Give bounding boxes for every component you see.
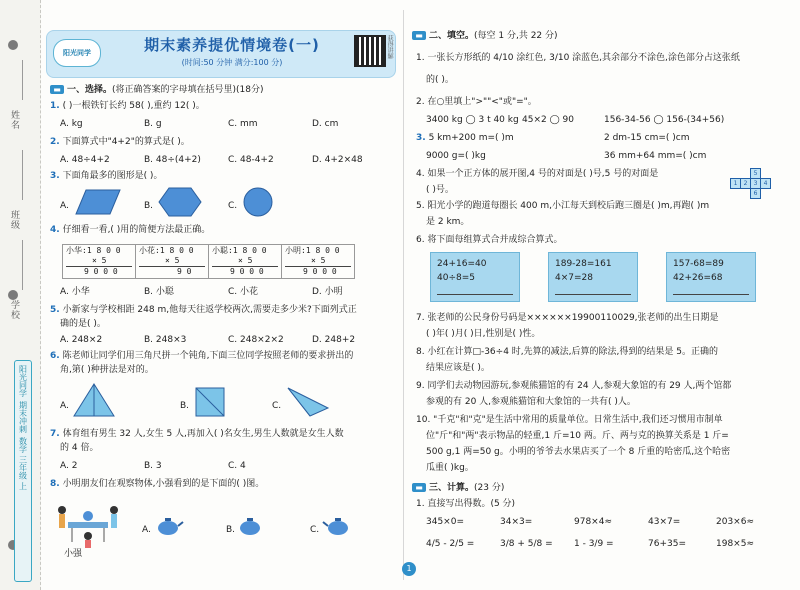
calc-multiplier: × 5 (238, 256, 253, 265)
question-text: 下面算式中"4+2"的算式是( )。 (62, 137, 190, 147)
fill-question-8: 8. 小红在计算□-36÷4 时,先算的减法,后算的除法,得到的结果是 5。正确的 (416, 347, 718, 357)
fill-question-4-cont: ( )号。 (426, 185, 454, 195)
question-number: 6. (50, 351, 60, 361)
fill-question-7: 7. 张老师的公民身份号码是××××××19900110029,张老师的出生日期是 (416, 313, 719, 323)
question-text: ( )一根铁钉长约 58( ),重约 12( )。 (62, 101, 205, 111)
brand-strip (14, 360, 32, 582)
name-label: 姓名 (9, 110, 19, 130)
fill-question-4: 4. 如果一个正方体的展开图,4 号的对面是( )号,5 号的对面是 (416, 169, 659, 179)
section-icon: ▬ (412, 31, 426, 40)
combine-box (548, 252, 638, 302)
brand-text: 阳光同学 (18, 365, 28, 397)
calc-operand: 1 8 0 0 (305, 246, 340, 255)
calc-name: 小明: (285, 246, 306, 255)
fill-question-10: 10. "千克"和"克"是生活中常用的质量单位。日常生活中,我们还习惯用市制单 (416, 415, 723, 425)
calc-cell (136, 245, 209, 279)
child-caption: 小强 (64, 549, 83, 559)
qr-label: 获得讲解 (386, 35, 394, 59)
header-banner (46, 30, 396, 78)
question-number: 5. (50, 305, 60, 315)
calc-cell (209, 245, 282, 279)
brand-text: 期末冲刺 (18, 401, 28, 433)
combine-box (666, 252, 756, 302)
option-c[interactable]: C. 小花 (228, 287, 259, 297)
section-title-text: 二、填空。 (429, 31, 475, 41)
calc-result: 9 0 0 0 (230, 267, 264, 276)
teapot-front-icon (238, 516, 262, 536)
option-a[interactable]: A. (60, 401, 69, 411)
fill-question-1: 1. 一张长方形纸的 4/10 涂红色, 3/10 涂蓝色,其余部分不涂色,涂色部分占这张纸 (416, 53, 740, 63)
compare-item[interactable]: 45×2 ◯ 90 (522, 115, 574, 125)
circle-icon (242, 186, 274, 218)
option-a[interactable]: A. 小华 (60, 287, 90, 297)
question-text: 小新家与学校相距 248 m,他每天往返学校两次,需要走多少米?下面列式正 (62, 305, 357, 315)
section-icon: ▬ (50, 85, 64, 94)
calc-table (62, 244, 355, 279)
question-text: 小明朋友们在观察物体,小强看到的是下面的( )图。 (62, 479, 265, 489)
calc-item[interactable]: 203×6≈ (716, 517, 754, 527)
cube-face: 6 (750, 188, 761, 199)
option-d[interactable]: D. 小明 (312, 287, 343, 297)
question-text: 体育组有男生 32 人,女生 5 人,再加入( )名女生,男生人数就是女生人数 (62, 429, 344, 439)
column-divider (403, 10, 404, 580)
question-number: 3. (416, 133, 426, 143)
option-b[interactable]: B. 248×3 (144, 335, 187, 345)
calc-name: 小花: (139, 246, 160, 255)
calc-item[interactable]: 978×4≈ (574, 517, 612, 527)
section-note: (将正确答案的字母填在括号里)(18分) (112, 85, 264, 95)
calc-item[interactable]: 4/5 - 2/5 = (426, 539, 475, 549)
box-line-a: 189-28=161 (555, 259, 612, 269)
box-line-b: 40÷8=5 (437, 273, 475, 284)
cube-face: 5 (750, 168, 761, 179)
option-a[interactable]: A. (60, 201, 69, 211)
fill-question-7-cont: ( )年( )月( )日,性别是( )性。 (426, 329, 541, 339)
calc-item[interactable]: 34×3= (500, 517, 533, 527)
option-d[interactable]: D. 4+2×48 (312, 155, 363, 165)
calc-cell (282, 245, 355, 279)
fill-question-1-cont: 的( )。 (426, 75, 454, 85)
option-c[interactable]: C. 4 (228, 461, 246, 471)
option-c[interactable]: C. (228, 201, 238, 211)
section-note: (每空 1 分,共 22 分) (474, 31, 558, 41)
section-note: (23 分) (474, 483, 505, 493)
compare-item[interactable]: 3400 kg ◯ 3 t 40 kg (426, 115, 519, 125)
section-fill-title (412, 30, 558, 42)
question-text: 仔细看一看,( )用的简便方法最正确。 (62, 225, 211, 235)
question-5 (50, 304, 357, 316)
page-title: 期末素养提优情境卷(一) (144, 36, 320, 54)
teapot-other-side-icon (322, 516, 352, 536)
option-b[interactable]: B. 3 (144, 461, 162, 471)
option-c[interactable]: C. (272, 401, 282, 411)
option-b[interactable]: B. 小聪 (144, 287, 174, 297)
square-ruler-icon (194, 386, 226, 418)
triangle-ruler-icon (72, 382, 116, 418)
question-4 (50, 224, 210, 236)
cube-face: 4 (760, 178, 771, 189)
calc-cell (63, 245, 136, 279)
question-5-cont: 确的是( )。 (60, 319, 106, 329)
fill-question-6: 6. 将下面每组算式合并成综合算式。 (416, 235, 563, 245)
calc-item[interactable]: 76+35= (648, 539, 686, 549)
brand-text: 数学 三年级 上 (18, 437, 28, 491)
left-column (46, 0, 394, 590)
logo: 阳光同学 (53, 39, 101, 67)
unit-item[interactable]: 2 dm-15 cm=( )cm (604, 133, 690, 143)
answer-line[interactable] (437, 294, 513, 295)
question-2 (50, 136, 190, 148)
question-number: 3. (50, 171, 60, 181)
calc-item[interactable]: 198×5≈ (716, 539, 754, 549)
question-6-cont: 角,第( )种拼法是对的。 (60, 365, 154, 375)
children-observing-icon (54, 496, 122, 548)
section-title-text: 一、选择。 (67, 85, 113, 95)
option-c[interactable]: C. 48-4+2 (228, 155, 274, 165)
section-title-text: 三、计算。 (429, 483, 475, 493)
calc-name: 小聪: (212, 246, 233, 255)
name-line (22, 60, 23, 100)
hexagon-icon (158, 186, 202, 218)
option-b[interactable]: B. g (144, 119, 162, 129)
option-b[interactable]: B. (144, 201, 154, 211)
compare-item[interactable]: 156-34-56 ◯ 156-(34+56) (604, 115, 725, 125)
question-7-cont: 的 4 倍。 (60, 443, 99, 453)
question-number: 4. (50, 225, 60, 235)
cube-face: 1 (730, 178, 741, 189)
calc-multiplier: × 5 (311, 256, 326, 265)
answer-line[interactable] (673, 294, 749, 295)
school-label: 学校 (9, 300, 19, 320)
section-icon: ▬ (412, 483, 426, 492)
fill-question-8-cont: 结果应该是( )。 (426, 363, 490, 373)
option-d[interactable]: D. 248+2 (312, 335, 356, 345)
unit-text: 5 km+200 m=( )m (428, 133, 514, 143)
binding-hole (8, 290, 18, 300)
calc-item[interactable]: 1 - 3/9 = (574, 539, 614, 549)
option-a[interactable]: A. 248×2 (60, 335, 103, 345)
box-line-a: 157-68=89 (673, 259, 724, 269)
calc-result: 9 0 0 0 (84, 267, 118, 276)
unit-item[interactable] (416, 132, 514, 144)
obtuse-ruler-icon (286, 386, 330, 418)
question-number: 7. (50, 429, 60, 439)
question-3 (50, 170, 162, 182)
binding-strip (0, 0, 41, 590)
fill-question-5-cont: 是 2 km。 (426, 217, 470, 227)
fill-question-10-cont: 500 g,1 两=50 g。小明的爷爷去水果店买了一个 8 斤重的哈密瓜,这个哈密 (426, 447, 731, 457)
question-number: 8. (50, 479, 60, 489)
cube-face: 2 (740, 178, 751, 189)
right-column (412, 0, 784, 590)
unit-item[interactable]: 36 mm+64 mm=( )cm (604, 151, 707, 161)
teapot-side-icon (154, 516, 184, 536)
calc-sub-1: 1. 直接写出得数。(5 分) (416, 499, 516, 509)
cube-face: 3 (750, 178, 761, 189)
question-8 (50, 478, 264, 490)
calc-operand: 1 8 0 0 (232, 246, 267, 255)
calc-operand: 1 8 0 0 (159, 246, 194, 255)
page-number: 1 (402, 562, 416, 576)
question-number: 1. (50, 101, 60, 111)
calc-multiplier: × 5 (165, 256, 180, 265)
calc-item[interactable]: 345×0= (426, 517, 464, 527)
section-calc-title (412, 482, 504, 494)
combine-box (430, 252, 520, 302)
calc-result: 9 0 (177, 267, 192, 276)
section-choice-title (50, 84, 264, 96)
question-6 (50, 350, 353, 362)
binding-hole (8, 40, 18, 50)
fill-question-10-cont: 位"斤"和"两"表示物品的轻重,1 斤=10 两。斤、两与克的换算关系是 1 斤= (426, 431, 729, 441)
calc-item[interactable]: 3/8 + 5/8 = (500, 539, 553, 549)
calc-multiplier: × 5 (92, 256, 107, 265)
question-text: 陈老师让同学们用三角尺拼一个钝角,下面三位同学按照老师的要求拼出的 (62, 351, 354, 361)
answer-line[interactable] (555, 294, 631, 295)
calc-item[interactable]: 43×7= (648, 517, 681, 527)
option-d[interactable]: D. cm (312, 119, 339, 129)
option-a[interactable]: A. kg (60, 119, 83, 129)
option-b[interactable]: B. (180, 401, 190, 411)
option-a[interactable]: A. (142, 525, 151, 535)
box-line-b: 4×7=28 (555, 273, 593, 284)
option-c[interactable]: C. (310, 525, 320, 535)
unit-item[interactable]: 9000 g=( )kg (426, 151, 486, 161)
calc-result: 9 0 0 0 (303, 267, 337, 276)
fill-question-10-cont: 瓜重( )kg。 (426, 463, 474, 473)
class-line (22, 150, 23, 200)
fill-question-5: 5. 阳光小学的跑道每圈长 400 m,小江每天到校后跑三圈是( )m,再跑( )m (416, 201, 710, 211)
option-b[interactable]: B. (226, 525, 236, 535)
box-line-b: 42+26=68 (673, 273, 723, 284)
calc-name: 小华: (66, 246, 87, 255)
option-c[interactable]: C. 248×2×2 (228, 335, 284, 345)
question-text: 下面角最多的图形是( )。 (62, 171, 163, 181)
question-number: 2. (50, 137, 60, 147)
fill-question-9-cont: 参观的有 20 人,参观熊猫馆和大象馆的一共有( )人。 (426, 397, 636, 407)
calc-operand: 1 8 0 0 (86, 246, 121, 255)
parallelogram-icon (74, 188, 122, 216)
school-line (22, 240, 23, 290)
page-subtitle: (时间:50 分钟 满分:100 分) (181, 58, 283, 67)
qr-code-icon[interactable] (354, 35, 386, 67)
fill-question-2: 2. 在○里填上">""<"或"="。 (416, 97, 537, 107)
box-line-a: 24+16=40 (437, 259, 487, 269)
option-a[interactable]: A. 48÷4+2 (60, 155, 110, 165)
option-c[interactable]: C. mm (228, 119, 258, 129)
fill-question-9: 9. 同学们去动物园游玩,参观熊猫馆的有 24 人,参观大象馆的有 29 人,两个馆都 (416, 381, 732, 391)
option-b[interactable]: B. 48÷(4+2) (144, 155, 201, 165)
class-label: 班级 (9, 210, 19, 230)
question-1 (50, 100, 205, 112)
option-a[interactable]: A. 2 (60, 461, 78, 471)
question-7 (50, 428, 344, 440)
